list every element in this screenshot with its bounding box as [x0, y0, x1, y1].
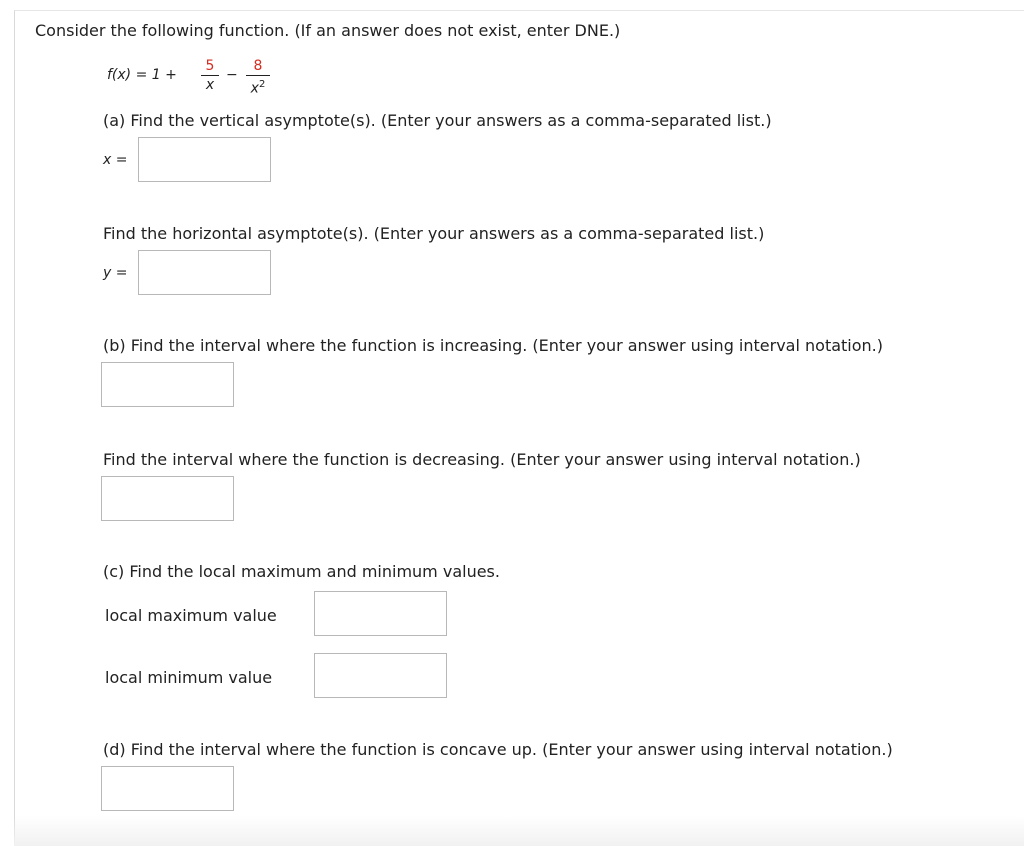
y-equals-label: y = [103, 265, 128, 281]
part-c-prompt: (c) Find the local maximum and minimum values. [103, 562, 500, 581]
fraction-2-base: x [250, 80, 259, 97]
fraction-8-over-x2 [245, 57, 271, 97]
fraction-5-over-x [200, 57, 220, 94]
function-lhs-text: f(x) = 1 + [107, 67, 177, 83]
fraction-1-denominator: x [205, 77, 215, 93]
local-minimum-label: local minimum value [105, 668, 273, 687]
question-frame [14, 10, 1024, 846]
local-minimum-input[interactable] [314, 653, 447, 698]
part-d-prompt: (d) Find the interval where the function is concave up. (Enter your answer using interval notation.) [103, 740, 893, 759]
bottom-fade [14, 816, 1024, 846]
function-lhs [107, 66, 177, 84]
part-b-increasing-prompt: (b) Find the interval where the function is increasing. (Enter your answer using interval notation.) [103, 336, 883, 355]
horizontal-asymptote-input[interactable] [138, 250, 271, 295]
x-equals-label: x = [103, 152, 128, 168]
decreasing-prompt: Find the interval where the function is decreasing. (Enter your answer using interval notation.) [103, 450, 861, 469]
fraction-2-numerator: 8 [253, 58, 263, 74]
part-a-vertical-prompt: (a) Find the vertical asymptote(s). (Enter your answers as a comma-separated list.) [103, 111, 772, 130]
local-maximum-label: local maximum value [105, 606, 277, 625]
concave-up-interval-input[interactable] [101, 766, 234, 811]
increasing-interval-input[interactable] [101, 362, 234, 407]
decreasing-interval-input[interactable] [101, 476, 234, 521]
problem-intro: Consider the following function. (If an answer does not exist, enter DNE.) [35, 21, 621, 40]
fraction-2-exponent: 2 [258, 79, 266, 90]
vertical-asymptote-input[interactable] [138, 137, 271, 182]
minus-sign: − [226, 67, 238, 83]
fraction-1-numerator: 5 [205, 58, 215, 74]
local-maximum-input[interactable] [314, 591, 447, 636]
horizontal-asymptote-prompt: Find the horizontal asymptote(s). (Enter your answers as a comma-separated list.) [103, 224, 765, 243]
fraction-2-denominator [245, 76, 271, 97]
